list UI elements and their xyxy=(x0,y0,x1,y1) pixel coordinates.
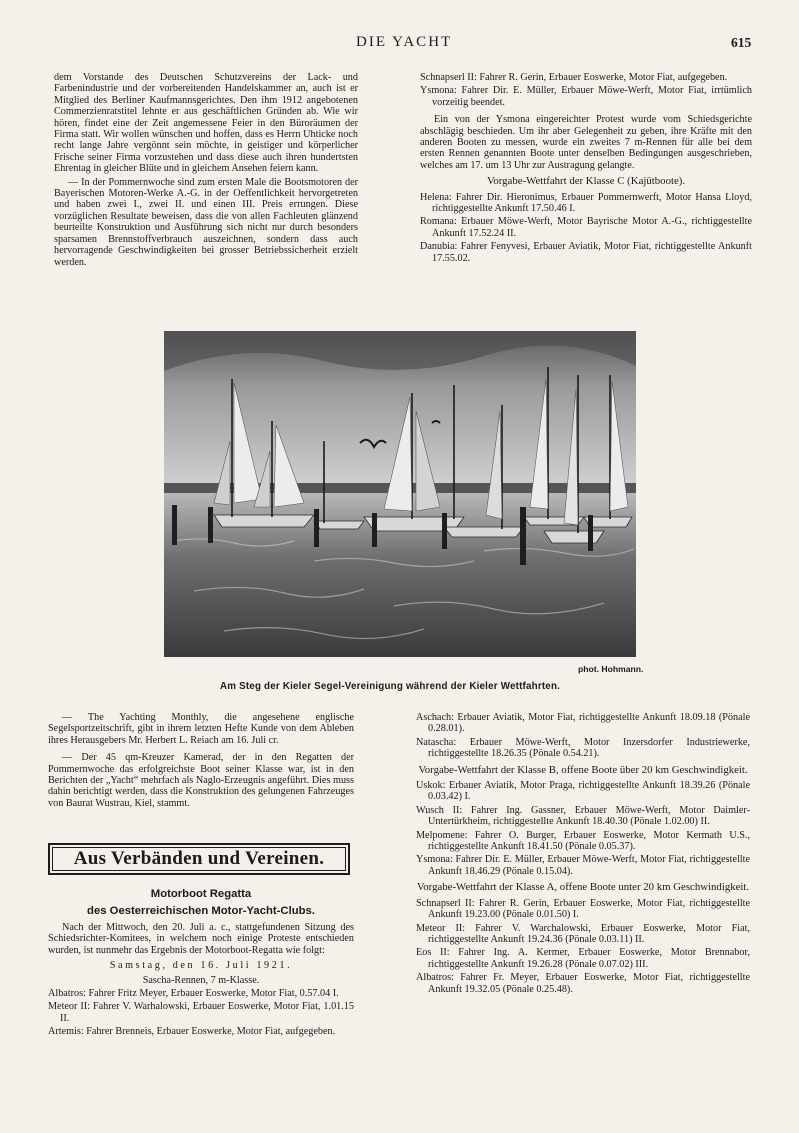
article-title-line-2: des Oesterreichischen Motor-Yacht-Clubs. xyxy=(87,905,315,917)
race-subheading: Vorgabe-Wettfahrt der Klasse C (Kajütboote). xyxy=(486,175,686,188)
result-entry: Schnapserl II: Fahrer R. Gerin, Erbauer Eoswerke, Motor Fiat, aufgegeben. xyxy=(420,72,728,83)
page-number: 615 xyxy=(731,35,752,50)
note-kamerad: — Der 45 qm-Kreuzer Kamerad, der in den Regatten der Pommernwoche das erfolgreichste Boot seiner Klasse war, ist in den Berichten der „Yacht“ mehrfach als Naglo-Erzeugnis angeführt. Dies muss dahin berichtigt werden, dass die Konstruktion des gelungenen Fahrzeuges von Baurat Wustrau, Kiel, stammt. xyxy=(48,752,354,809)
photo-credit: phot. Hohmann. xyxy=(578,664,644,674)
article-title-line-1: Motorboot Regatta xyxy=(150,888,252,900)
result-entry: Ysmona: Fahrer Dir. E. Müller, Erbauer Möwe-Werft, Motor Fiat, richtiggestellte Ankunft 18.46.29 (Pönale 0.15.04). xyxy=(416,854,750,877)
result-entry: Meteor II: Fahrer V. Warchalowski, Erbauer Eoswerke, Motor Fiat, richtiggestellte Ankunft 19.24.36 (Pönale 0.03.11) II. xyxy=(416,922,750,945)
result-entry: Artemis: Fahrer Brenneis, Erbauer Eoswerke, Motor Fiat, aufgegeben. xyxy=(48,1026,336,1038)
top-right-column xyxy=(420,72,752,264)
bottom-right-column xyxy=(416,712,750,995)
result-entry: Aschach: Erbauer Aviatik, Motor Fiat, richtiggestellte Ankunft 18.09.18 (Pönale 0.28.01). xyxy=(416,712,750,735)
bottom-left-notes xyxy=(48,712,354,809)
result-entry: Natascha: Erbauer Möwe-Werft, Motor Inzersdorfer Industriewerke, richtiggestellte 18.26.35 (Pönale 0.54.21). xyxy=(416,736,750,760)
article-body-left xyxy=(48,922,354,1038)
result-entry: Uskok: Erbauer Aviatik, Motor Praga, richtiggestellte Ankunft 18.39.26 (Pönale 0.03.42) I. xyxy=(416,780,750,803)
result-entry: Ysmona: Fahrer Dir. E. Müller, Erbauer Möwe-Werft, Motor Fiat, irrtümlich vorzeitig beendet. xyxy=(420,85,752,108)
result-entry: Eos II: Fahrer Ing. A. Kermer, Erbauer Eoswerke, Motor Brennabor, richtiggestellte Ankunft 19.26.28 (Pönale 0.07.02) III. xyxy=(416,947,750,970)
harbor-sailboats-photo xyxy=(164,331,636,657)
result-entry: Albatros: Fahrer Fritz Meyer, Erbauer Eoswerke, Motor Fiat, 0.57.04 I. xyxy=(48,988,339,1000)
photo-caption: Am Steg der Kieler Segel-Vereinigung während der Kieler Wettfahrten. xyxy=(220,681,561,692)
note-yachting-monthly: — The Yachting Monthly, die angesehene englische Segelsportzeitschrift, gibt in ihrem letzten Hefte Kunde von dem Ableben ihres Herausgebers Mr. Herbert L. Reiach am 16. Juli cr. xyxy=(48,712,354,746)
race-subheading: Vorgabe-Wettfahrt der Klasse B, offene Boote über 20 km Geschwindigkeit. xyxy=(418,763,748,776)
article-heading xyxy=(48,886,354,920)
section-title: Aus Verbänden und Vereinen. xyxy=(73,848,325,869)
race-subheading: Vorgabe-Wettfahrt der Klasse A, offene Boote unter 20 km Geschwindigkeit. xyxy=(416,881,750,894)
result-entry: Helena: Fahrer Dir. Hieronimus, Erbauer Pommernwerft, Motor Hansa Lloyd, richtiggestellte Ankunft 17.50.46 I. xyxy=(420,191,752,215)
result-entry: Wusch II: Fahrer Ing. Gassner, Erbauer Möwe-Werft, Motor Daimler-Untertürkheim, richtiggestellte Ankunft 18.40.30 (Pönale 1.02.00) II. xyxy=(416,804,750,828)
date-line: Samstag, den 16. Juli 1921. xyxy=(109,960,293,972)
article-intro: Nach der Mittwoch, den 20. Juli a. c., stattgefundenen Sitzung des Schiedsrichter-Komitees, in welchem noch einige Proteste entschieden wurden, ist nunmehr das Ergebnis der Motorboot-Regatta wie folgt: xyxy=(48,922,354,956)
section-heading-box xyxy=(48,843,350,875)
result-entry: Schnapserl II: Fahrer R. Gerin, Erbauer Eoswerke, Motor Fiat, richtiggestellte Ankunft 19.23.00 (Pönale 0.01.50) I. xyxy=(416,897,750,921)
result-entry: Albatros: Fahrer Fr. Meyer, Erbauer Eoswerke, Motor Fiat, richtiggestellte Ankunft 19.32.05 (Pönale 0.25.48). xyxy=(416,972,750,995)
paragraph-uhticke: dem Vorstande des Deutschen Schutzvereins der Lack- und Farbenindustrie und der vorbereitenden Handelskammer an, auch ist er Mitglied des Berliner Kaufmannsgerichtes. Den ihm 1912 angebotenen Commerzienratstitel lehnte er aus geschäftlichen Gründen ab. Wie wir hören, findet eine der Zeit angemessene Feier in den Büroräumen der Firma statt. Wir wollen wünschen und hoffen, dass es Herrn Uhticke noch recht lange Jahre vergönnt sein möchte, in geistiger und körperlicher Frische seiner Firma vorzustehen und dass diese auch ihren hundertsten Ehrentag in gleicher Blüte und in gleichem Ansehen feiern kann. xyxy=(54,72,358,175)
page-header xyxy=(0,34,799,54)
top-left-column xyxy=(54,72,358,268)
result-entry: Romana: Erbauer Möwe-Werft, Motor Bayrische Motor A.-G., richtiggestellte Ankunft 17.52.24 II. xyxy=(420,216,752,239)
protest-paragraph: Ein von der Ysmona eingereichter Protest wurde vom Schiedsgerichte abschlägig beschieden. Um ihr aber Gelegenheit zu geben, ihre Kräfte mit den anderen Booten zu messen, wurde ein zweites 7 m-Rennen für alle bei dem ersten Rennen genannten Boote unter denselben Bedingungen ausgeschrieben, welches am 17. um 13 Uhr zur Austragung gelangte. xyxy=(420,114,752,171)
paragraph-bootsmotoren: — In der Pommernwoche sind zum ersten Male die Bootsmotoren der Bayerischen Motoren-Werke A.-G. in der Oeffentlichkeit hervorgetreten und haben zwei I., zwei II. und einen III. Preis errungen. Diese vorzüglichen Resultate beweisen, dass die von allen Fachleuten glänzend beurteilte Konstruktion und Ausführung sich nicht nur durch besonders sparsamen Brennstoffverbrauch auszeichnen, sondern dass auch hervorragende Geschwindigkeiten bei grosser Betriebssicherheit erzielt werden. xyxy=(54,176,358,268)
result-entry: Melpomene: Fahrer O. Burger, Erbauer Eoswerke, Motor Kermath U.S., richtiggestellte Ankunft 18.41.50 (Pönale 0.05.37). xyxy=(416,829,750,853)
result-entry: Meteor II: Fahrer V. Warhalowski, Erbauer Eoswerke, Motor Fiat, 1.01.15 II. xyxy=(48,1001,354,1024)
race-line: Sascha-Rennen, 7 m-Klasse. xyxy=(142,974,260,986)
result-entry: Danubia: Fahrer Fenyvesi, Erbauer Aviatik, Motor Fiat, richtiggestellte Ankunft 17.55.02. xyxy=(420,241,752,264)
running-title: DIE YACHT xyxy=(356,34,453,50)
